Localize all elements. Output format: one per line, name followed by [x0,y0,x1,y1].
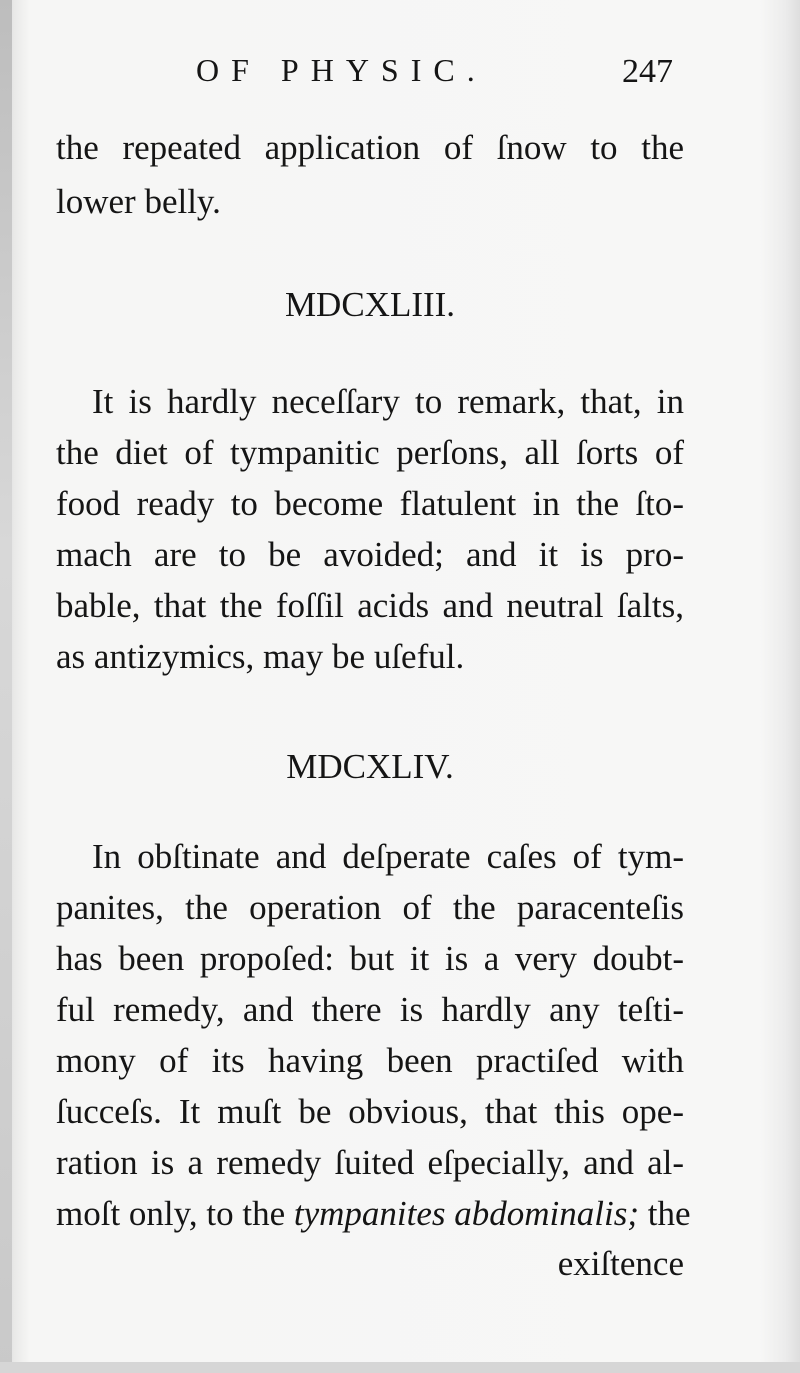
text-line: the repeated application of ſnow to the [56,128,684,167]
text-line: panites, the operation of the paracenteſis [56,888,684,927]
text-line-mixed [56,1192,691,1236]
text-segment: the [647,1194,691,1233]
text-line: ful remedy, and there is hardly any teſti- [56,990,684,1029]
text-line: It is hardly neceſſary to remark, that, in [92,382,684,421]
text-line: as antizymics, may be uſeful. [56,637,465,676]
catchword: exiſtence [557,1244,684,1283]
page-binding-edge [0,0,12,1373]
section-heading: MDCXLIV. [286,747,454,786]
text-line: food ready to become flatulent in the ſto- [56,484,684,523]
text-line: ration is a remedy ſuited eſpecially, and al- [56,1143,684,1182]
page-bottom-edge [0,1362,800,1373]
italic-term: tympanites abdominalis; [293,1194,639,1233]
text-line: mony of its having been practiſed with [56,1041,684,1080]
text-line: has been propoſed: but it is a very doubt- [56,939,684,978]
text-line: bable, that the foſſil acids and neutral ſalts, [56,586,684,625]
text-segment: moſt only, to the [56,1194,286,1233]
text-line: lower belly. [56,182,221,221]
running-head: OF PHYSIC. [196,52,487,88]
page-number: 247 [622,53,673,90]
text-line: the diet of tympanitic perſons, all ſorts of [56,433,684,472]
text-line: In obſtinate and deſperate caſes of tym- [92,837,684,876]
section-heading: MDCXLIII. [284,285,456,324]
text-line: ſucceſs. It muſt be obvious, that this ope- [56,1092,684,1131]
text-line: mach are to be avoided; and it is pro- [56,535,684,574]
